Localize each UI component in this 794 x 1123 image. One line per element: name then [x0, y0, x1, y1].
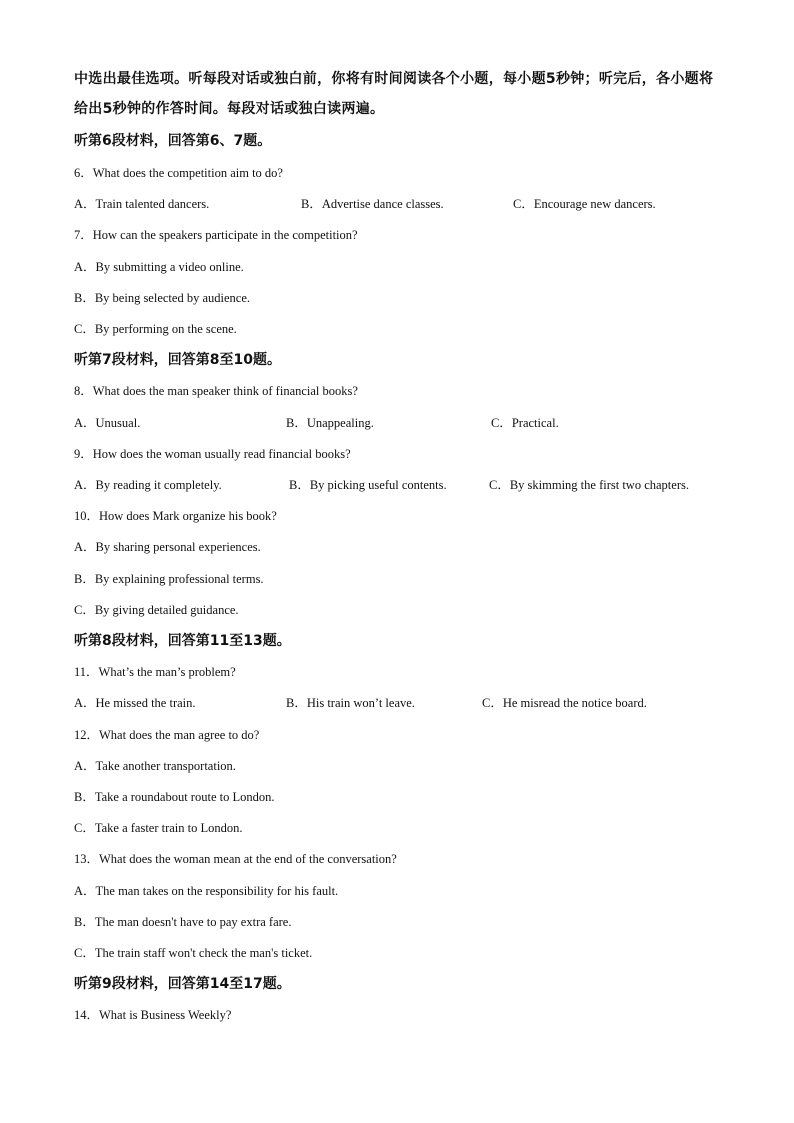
question-10-stem: 10．How does Mark organize his book?	[74, 509, 277, 523]
section-heading-8: 听第8段材料，回答第11至13题。	[74, 633, 291, 649]
question-10-option-b: B．By explaining professional terms.	[74, 572, 264, 586]
question-7-option-b: B．By being selected by audience.	[74, 291, 250, 305]
question-13-stem: 13．What does the woman mean at the end of the conversation?	[74, 852, 397, 866]
question-8-stem: 8．What does the man speaker think of financial books?	[74, 384, 358, 398]
question-6-option-b: B．Advertise dance classes.	[301, 197, 444, 211]
question-9-option-c: C．By skimming the first two chapters.	[489, 478, 689, 492]
question-8-option-c: C．Practical.	[491, 416, 559, 430]
question-9-option-a: A．By reading it completely.	[74, 478, 222, 492]
question-14-stem: 14．What is Business Weekly?	[74, 1008, 232, 1022]
question-8-option-b: B．Unappealing.	[286, 416, 374, 430]
question-7-stem: 7．How can the speakers participate in the competition?	[74, 228, 358, 242]
question-12-option-a: A．Take another transportation.	[74, 759, 236, 773]
question-13-option-c: C．The train staff won't check the man's ticket.	[74, 946, 313, 960]
question-12-option-b: B．Take a roundabout route to London.	[74, 790, 275, 804]
question-7-option-a: A．By submitting a video online.	[74, 260, 244, 274]
question-7-option-c: C．By performing on the scene.	[74, 322, 237, 336]
question-13-option-b: B．The man doesn't have to pay extra fare.	[74, 915, 292, 929]
listening-instructions: 中选出最佳选项。听每段对话或独白前，你将有时间阅读各个小题，每小题5秒钟；听完后，各小题将给出5秒钟的作答时间。每段对话或独白读两遍。	[74, 71, 714, 117]
question-6-stem: 6．What does the competition aim to do?	[74, 166, 283, 180]
question-12-option-c: C．Take a faster train to London.	[74, 821, 243, 835]
question-10-option-a: A．By sharing personal experiences.	[74, 540, 261, 554]
question-11-option-c: C．He misread the notice board.	[482, 696, 647, 710]
question-13-option-a: A．The man takes on the responsibility for his fault.	[74, 884, 339, 898]
section-heading-7: 听第7段材料，回答第8至10题。	[74, 352, 281, 368]
question-6-option-a: A．Train talented dancers.	[74, 197, 210, 211]
question-10-option-c: C．By giving detailed guidance.	[74, 603, 239, 617]
question-11-option-b: B．His train won’t leave.	[286, 696, 415, 710]
section-heading-9: 听第9段材料，回答第14至17题。	[74, 976, 291, 992]
question-12-stem: 12．What does the man agree to do?	[74, 728, 260, 742]
question-9-stem: 9．How does the woman usually read financial books?	[74, 447, 351, 461]
question-11-option-a: A．He missed the train.	[74, 696, 196, 710]
question-6-option-c: C．Encourage new dancers.	[513, 197, 656, 211]
question-11-stem: 11．What’s the man’s problem?	[74, 665, 236, 679]
question-8-option-a: A．Unusual.	[74, 416, 141, 430]
question-9-option-b: B．By picking useful contents.	[289, 478, 447, 492]
section-heading-6: 听第6段材料，回答第6、7题。	[74, 133, 272, 149]
